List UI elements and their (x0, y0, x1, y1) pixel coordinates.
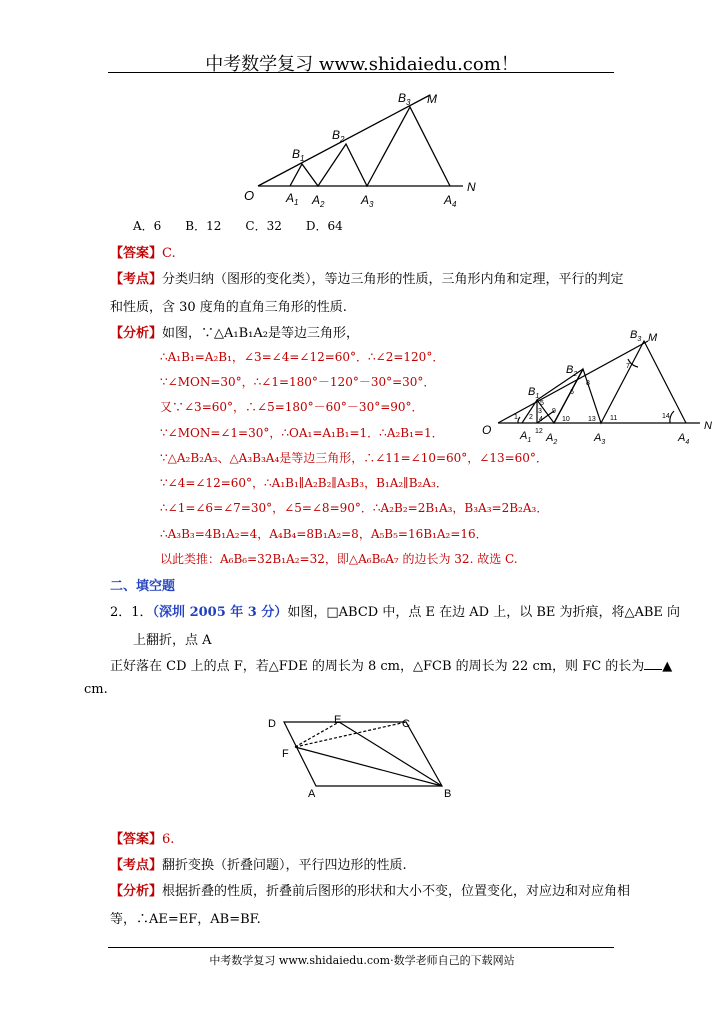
label-A3: $A_3$ (361, 193, 374, 209)
answer-1 (110, 242, 176, 261)
answer-tag: 【答案】 (110, 246, 163, 261)
angle-8: 8 (586, 380, 590, 387)
label-B2: $B_2$ (332, 128, 345, 144)
parallelogram-ABCD (284, 722, 442, 786)
label-A2: $A_2$ (312, 193, 325, 209)
fenxi-2-line2: 等，∴AE=EF，AB=BF. (110, 912, 261, 927)
label-A: A (308, 788, 316, 800)
fenxi-1-line: ∵△A₂B₂A₃、△A₃B₃A₄是等边三角形，∴∠11=∠10=60°，∠13=60°． (160, 451, 548, 465)
angle-13: 13 (588, 416, 596, 423)
question-source: （深圳 2005 年 3 分） (152, 605, 288, 620)
label-A4: $A_4$ (444, 193, 457, 209)
label-E: E (334, 714, 342, 726)
figure-equilateral-triangles (230, 88, 490, 213)
angle-2: 2 (529, 414, 533, 421)
fenxi-1-line: ∴∠1=∠6=∠7=30°，∠5=∠8=90°．∴A₂B₂=2B₁A₃，B₃A₃=2B₂A₃． (160, 501, 549, 515)
label-F: F (282, 748, 289, 760)
label-O: O (244, 188, 255, 203)
label-M: M (648, 332, 658, 344)
angle-5: 5 (540, 400, 544, 407)
label-B: B (444, 788, 452, 800)
kaodian-1-line1 (110, 268, 624, 287)
kaodian-tag: 【考点】 (110, 272, 163, 287)
triangle-zigzag (522, 341, 686, 423)
label-B1: $B_1$ (528, 386, 540, 400)
angle-10: 10 (562, 416, 570, 423)
label-O: O (482, 423, 492, 437)
fenxi-2-line1 (110, 880, 630, 899)
kaodian-2 (110, 854, 407, 873)
kaodian-text: 翻折变换（折叠问题），平行四边形的性质. (162, 858, 407, 873)
label-M: M (427, 92, 437, 106)
figure-annotated-triangles (478, 323, 720, 445)
fenxi-1-line: ∴A₃B₃=4B₁A₂=4，A₄B₄=8B₁A₂=8，A₅B₅=16B₁A₂=16． (160, 527, 488, 541)
question-text: 如图，□ABCD 中，点 E 在边 AD 上，以 BE 为折痕，将△ABE 向 (287, 605, 681, 620)
page-footer: 中考数学复习 www.shidaiedu.com·数学老师自己的下载网站 (209, 954, 515, 967)
segment-A2B2 (554, 369, 583, 423)
header-rule (108, 72, 614, 73)
label-N: N (704, 420, 712, 432)
answer-text: C. (162, 246, 176, 261)
question-2-line1 (110, 601, 680, 620)
label-N: N (467, 180, 476, 194)
question-2-line2: 上翻折，点 A (133, 633, 212, 648)
kaodian-text: 分类归纳（图形的变化类），等边三角形的性质，三角形内角和定理，平行的判定 (162, 272, 624, 287)
angle-arc (670, 411, 674, 423)
label-B1: $B_1$ (292, 147, 305, 163)
fenxi-text: 如图，∵△A₁B₁A₂是等边三角形， (162, 326, 359, 341)
fenxi-tag: 【分析】 (110, 326, 163, 341)
fenxi-1-line: ∵∠MON=30°，∴∠1=180°－120°－30°=30°． (160, 375, 436, 389)
angle-7: 7 (626, 363, 630, 370)
kaodian-1-line2: 和性质，含 30 度角的直角三角形的性质. (110, 300, 347, 315)
angle-3: 3 (538, 408, 542, 415)
label-A3: $A_3$ (594, 432, 606, 445)
fenxi-text: 根据折叠的性质，折叠前后图形的形状和大小不变，位置变化，对应边和对应角相 (162, 884, 631, 899)
angle-14: 14 (662, 413, 670, 420)
page-header-title: 中考数学复习 www.shidaiedu.com！ (205, 54, 519, 75)
angle-arc (518, 417, 520, 423)
fenxi-1-line: 以此类推：A₆B₆=32B₁A₂=32，即△A₆B₆A₇ 的边长为 32. 故选 C. (160, 552, 518, 566)
triangle-zigzag (290, 107, 450, 186)
question-2-unit: cm. (84, 682, 108, 697)
kaodian-tag: 【考点】 (110, 858, 163, 873)
fenxi-1-line: ∵∠4=∠12=60°，∴A₁B₁∥A₂B₂∥A₃B₃，B₁A₂∥B₂A₃． (160, 476, 448, 490)
answer-2 (110, 828, 174, 847)
figure-parallelogram (262, 712, 462, 802)
label-B2: $B_2$ (566, 364, 578, 378)
blank-marker: ▲ (662, 659, 673, 674)
segment-FC (295, 722, 406, 747)
angle-12: 12 (535, 428, 543, 435)
question-2-line3 (110, 655, 672, 674)
label-A2: $A_2$ (546, 432, 558, 445)
question-number: 2．1． (110, 605, 153, 620)
fenxi-1-line0 (110, 322, 359, 341)
angle-6: 6 (570, 389, 574, 396)
label-B3: $B_3$ (398, 91, 411, 107)
section-title: 二、填空题 (110, 579, 176, 594)
label-B3: $B_3$ (630, 329, 642, 343)
fenxi-1-line: ∵∠MON=∠1=30°，∴OA₁=A₁B₁=1．∴A₂B₁=1． (160, 426, 444, 440)
footer-rule (108, 947, 614, 948)
answer-text: 6. (162, 832, 175, 847)
label-C: C (402, 718, 410, 730)
answer-blank (644, 669, 662, 670)
answer-tag: 【答案】 (110, 832, 163, 847)
question-text: 正好落在 CD 上的点 F，若△FDE 的周长为 8 cm，△FCB 的周长为 22 cm，则 FC 的长为 (110, 659, 645, 674)
segment-EB (339, 722, 442, 786)
angle-9: 9 (552, 408, 556, 415)
fenxi-tag: 【分析】 (110, 884, 163, 899)
label-A1: $A_1$ (520, 430, 532, 444)
segment-FB (295, 747, 442, 786)
angle-1: 1 (514, 414, 518, 421)
label-A1: $A_1$ (286, 191, 299, 207)
segment-FE (295, 722, 339, 747)
fenxi-1-line: 又∵∠3=60°，∴∠5=180°－60°－30°=90°． (160, 400, 424, 414)
ray-OM (498, 341, 648, 423)
angle-4: 4 (539, 416, 543, 423)
angle-11: 11 (610, 415, 618, 422)
answer-choices: A．6 B．12 C．32 D．64 (133, 219, 343, 233)
label-A4: $A_4$ (678, 432, 690, 445)
label-D: D (268, 718, 276, 730)
fenxi-1-line: ∴A₁B₁=A₂B₁，∠3=∠4=∠12=60°．∴∠2=120°． (160, 350, 445, 364)
